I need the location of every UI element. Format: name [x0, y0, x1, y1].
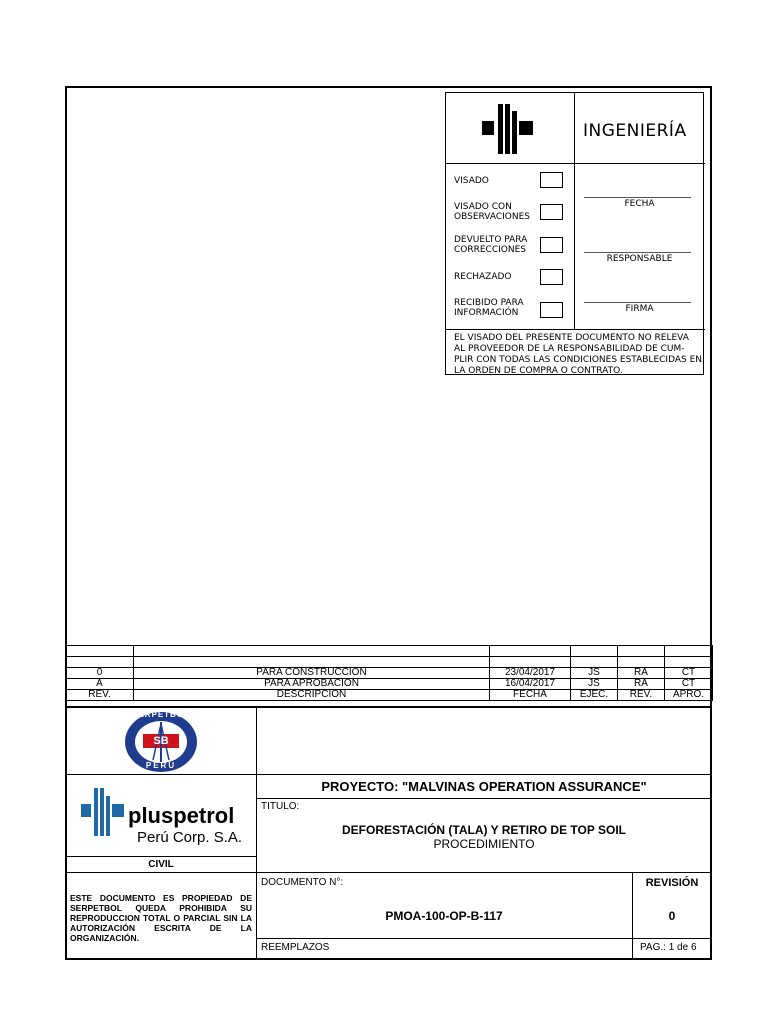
revision-cell-rev2 — [618, 646, 665, 657]
revision-cell-rev2: RA — [618, 668, 665, 679]
revision-cell-rev — [66, 646, 134, 657]
stamp-title: INGENIERÍA — [583, 121, 687, 141]
checkbox-devuelto[interactable] — [540, 237, 563, 253]
discipline: CIVIL — [148, 859, 174, 870]
engineering-logo-icon — [480, 101, 540, 157]
pluspetrol-logo-name: pluspetrol — [128, 803, 235, 828]
document-title: DEFORESTACIÓN (TALA) Y RETIRO DE TOP SOIL — [341, 823, 627, 837]
checkbox-visado[interactable] — [540, 172, 563, 188]
revision-cell-ejec: JS — [571, 668, 618, 679]
revision-row — [66, 679, 713, 690]
pluspetrol-logo-icon — [80, 787, 126, 837]
option-recibido: RECIBIDO PARA INFORMACIÓN — [454, 298, 524, 318]
revision-row — [66, 646, 713, 657]
checkbox-visado-obs[interactable] — [540, 204, 563, 220]
revision-cell-rev — [66, 657, 134, 668]
titulo-label: TITULO: — [261, 801, 300, 812]
reemplazos-label: REEMPLAZOS — [261, 942, 330, 953]
revision-cell-desc: PARA CONSTRUCCION — [134, 668, 490, 679]
field-responsable: RESPONSABLE — [606, 254, 673, 264]
revision-table — [65, 645, 713, 701]
revision-header-ejec: EJEC. — [571, 690, 618, 701]
page-number: PAG.: 1 de 6 — [640, 942, 697, 953]
checkbox-recibido[interactable] — [540, 302, 563, 318]
doc-number: PMOA-100-OP-B-117 — [385, 909, 503, 923]
option-visado-obs: VISADO CON OBSERVACIONES — [454, 202, 530, 222]
revision-cell-desc: PARA APROBACION — [134, 679, 490, 690]
pluspetrol-logo-sub: Perú Corp. S.A. — [137, 829, 243, 846]
project-title: PROYECTO: "MALVINAS OPERATION ASSURANCE" — [321, 779, 647, 794]
revision-cell-ejec — [571, 657, 618, 668]
revision-cell-ejec — [571, 646, 618, 657]
document-subtitle: PROCEDIMIENTO — [433, 837, 535, 851]
revision-header-row — [66, 690, 713, 701]
revision-cell-rev2 — [618, 657, 665, 668]
revision-cell-apro: CT — [665, 679, 713, 690]
revision-header-desc: DESCRIPCION — [134, 690, 490, 701]
revision-header-rev: REV. — [66, 690, 134, 701]
revision-cell-fecha — [490, 657, 571, 668]
option-rechazado: RECHAZADO — [454, 272, 512, 282]
revision-cell-apro — [665, 657, 713, 668]
revision-cell-apro — [665, 646, 713, 657]
stamp-note: EL VISADO DEL PRESENTE DOCUMENTO NO RELEVA AL PROVEEDOR DE LA RESPONSABILIDAD DE CUM-PLIR CON TODAS LAS CONDICIONES ESTABLECIDAS EN LA ORDEN DE COMPRA O CONTRATO. — [454, 333, 702, 376]
revision-cell-fecha: 16/04/2017 — [490, 679, 571, 690]
serpetbol-logo-middle: SB — [153, 735, 169, 747]
ownership-note: ESTE DOCUMENTO ES PROPIEDAD DE SERPETBOL QUEDA PROHIBIDA SU REPRODUCCION TOTAL O PARCIAL SIN LA AUTORIZACIÓN ESCRITA DE LA ORGANIZACIÓN. — [70, 893, 252, 943]
engineering-stamp — [445, 92, 704, 375]
option-visado: VISADO — [454, 176, 489, 186]
revision-cell-rev2: RA — [618, 679, 665, 690]
revision-row — [66, 668, 713, 679]
revision-cell-desc — [134, 646, 490, 657]
serpetbol-logo-top: SERPETBOL — [132, 710, 190, 719]
doc-number-label: DOCUMENTO N°: — [261, 877, 344, 888]
revision-cell-fecha — [490, 646, 571, 657]
field-fecha: FECHA — [624, 199, 655, 209]
revision-cell-desc — [134, 657, 490, 668]
revision-value: 0 — [668, 909, 676, 923]
revision-cell-apro: CT — [665, 668, 713, 679]
field-firma: FIRMA — [625, 304, 654, 314]
revision-header-apro: APRO. — [665, 690, 713, 701]
revision-cell-ejec: JS — [571, 679, 618, 690]
revision-row — [66, 657, 713, 668]
revision-header-fecha: FECHA — [490, 690, 571, 701]
revision-header-rev2: REV. — [618, 690, 665, 701]
checkbox-rechazado[interactable] — [540, 269, 563, 285]
option-devuelto: DEVUELTO PARA CORRECCIONES — [454, 235, 528, 255]
revision-cell-fecha: 23/04/2017 — [490, 668, 571, 679]
serpetbol-logo-bottom: PERU — [145, 761, 177, 770]
revision-label: REVISIÓN — [645, 877, 699, 889]
revision-cell-rev: A — [66, 679, 134, 690]
revision-cell-rev: 0 — [66, 668, 134, 679]
